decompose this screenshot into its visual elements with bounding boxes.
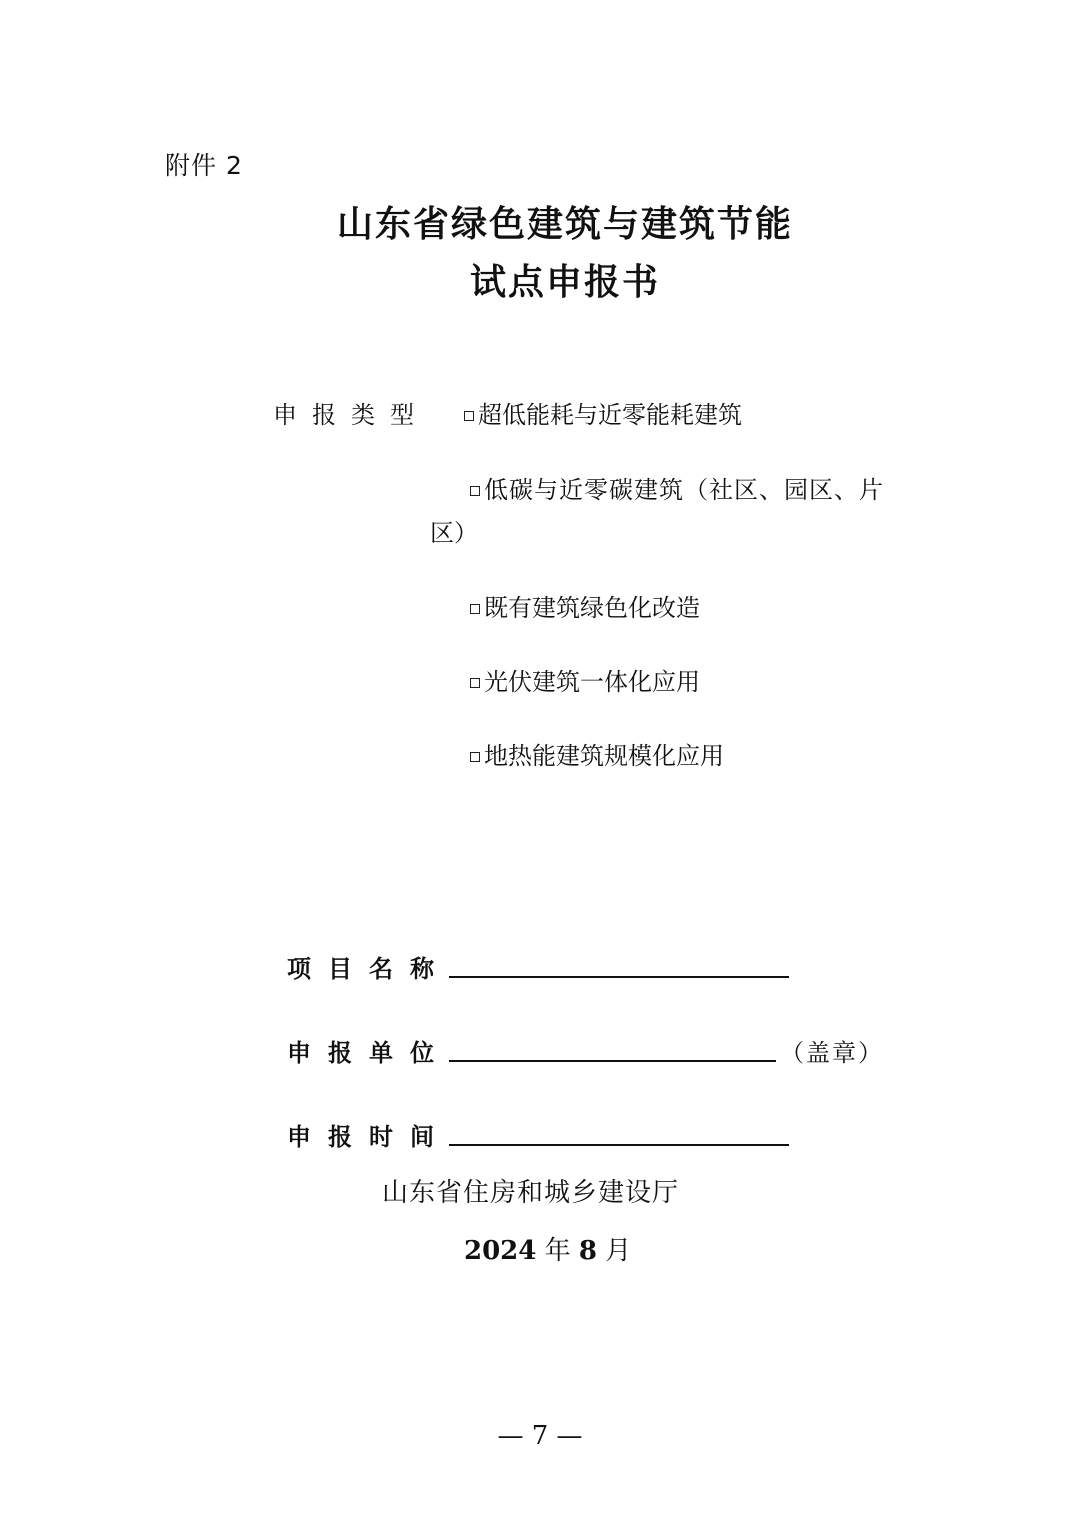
- month-unit: 月: [605, 1236, 632, 1266]
- checkbox-icon[interactable]: [470, 486, 480, 496]
- declaration-date-label: 申报时间: [287, 1123, 451, 1151]
- option-label: 既有建筑绿色化改造: [484, 594, 700, 622]
- project-name-label: 项目名称: [287, 955, 451, 983]
- declaration-date-field[interactable]: [449, 1144, 789, 1146]
- document-title-line-1: 山东省绿色建筑与建筑节能: [336, 204, 793, 245]
- option-label: 低碳与近零碳建筑（社区、园区、片: [484, 476, 884, 504]
- checkbox-icon[interactable]: [464, 411, 474, 421]
- issuer-department: 山东省住房和城乡建设厅: [382, 1178, 680, 1208]
- year-unit: 年: [544, 1236, 571, 1266]
- project-name-field[interactable]: [449, 976, 789, 978]
- issue-month: 8: [578, 1236, 598, 1266]
- applicant-label: 申报单位: [287, 1039, 451, 1067]
- declaration-type-label: 申报类型: [273, 401, 429, 429]
- page-number: — 7 —: [497, 1421, 583, 1451]
- checkbox-icon[interactable]: [470, 752, 480, 762]
- issue-year: 2024: [464, 1236, 537, 1266]
- option-label: 地热能建筑规模化应用: [484, 742, 724, 770]
- applicant-field[interactable]: [449, 1060, 776, 1062]
- option-label: 超低能耗与近零能耗建筑: [478, 401, 742, 429]
- option-geothermal[interactable]: [470, 736, 724, 771]
- attachment-label: 附件 2: [165, 151, 243, 180]
- issue-date: [464, 1230, 631, 1267]
- option-pv-integration[interactable]: [470, 662, 700, 697]
- option-label: 光伏建筑一体化应用: [484, 668, 700, 696]
- option-low-carbon-wrap: 区）: [430, 519, 478, 547]
- seal-note: （盖章）: [780, 1039, 884, 1067]
- document-title-line-2: 试点申报书: [469, 262, 660, 303]
- option-low-carbon[interactable]: [470, 470, 884, 505]
- checkbox-icon[interactable]: [470, 678, 480, 688]
- option-ultra-low-energy[interactable]: [464, 395, 742, 430]
- checkbox-icon[interactable]: [470, 604, 480, 614]
- option-existing-retrofit[interactable]: [470, 588, 700, 623]
